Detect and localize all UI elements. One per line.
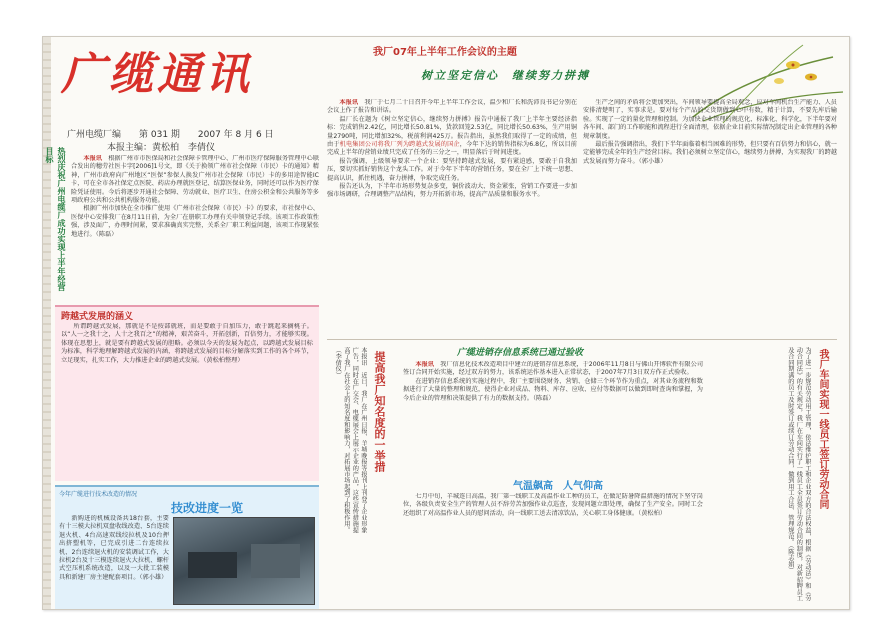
article-sign: （陈磊） bbox=[95, 230, 118, 238]
masthead bbox=[61, 47, 256, 107]
meeting-theme-banner: 我厂07年上半年工作会议的主题 bbox=[373, 47, 517, 58]
article-text: 根据广州市加快在全市推广使用《广州市社会保障（市民）卡》的要求，市社保中心、医保中心安排我厂在8月11日前，为全厂在册职工办理有关申领登记手续。该项工作政策性强，涉及面广，办理时间紧，要求准确真实完整，关系全厂职工利益问题，该项工作现紧张地进行。 bbox=[71, 205, 319, 238]
article-sign: （郭小雄） bbox=[139, 573, 168, 581]
article-text: 最后报告强调指出，我们下半年面临着相当困难的形势，但只要有百倍努力和信心，就一定能够完成全年的生产经营目标。我们必须树立坚定信心，继续努力拼搏，为实现我厂的跨越式发展而努力奋斗。 bbox=[583, 141, 837, 165]
article-text: 所谓跨越式发展，那就是不是按部就班，而是要敢于自加压力，敢于跳起来摘桃子。以“人一之我十之，人十之我百之”的精神，艰苦奋斗，开拓创新，百倍努力，才能够实现。体现在思想上，就是要有跨越式发展的胆略。必须以今天的发展为起点，以跨越式发展目标为标准，科学地理解跨越式发展的内涵，将跨越式发展的目标分解落实到工作的各个环节，立足现实，扎实工作，大力推进企业的跨越式发展。 bbox=[61, 323, 313, 364]
lead-marker: 本报讯 bbox=[83, 155, 102, 162]
tech-title: 技改进度一览 bbox=[171, 501, 244, 515]
issue-meta bbox=[67, 129, 317, 155]
article-text: 生产之间的矛盾将会更加突出，车间领导要提高全局观念，应对车间机台生产能力、人员安排清楚明了，实事求是。要对每个产品的交货期做到心中有数，精于计算，不要先库后输验。实现了一定的量化管理和控制。为加快企业管理的规范化、标准化、科学化，下半年要对各车间、部门的工作职能和流程进行全面清理，依据企业目前实际情况制定出企业管理的各种规章制度。 bbox=[583, 99, 837, 140]
middle-vertical-title: 提高我厂知名度的一举措 bbox=[373, 351, 386, 472]
lead-marker: 本报讯 bbox=[339, 99, 359, 106]
article-text: 为了进一步规范劳动用工管理，依法维护职工和企业双方的合法权益，根据《劳动法》和《劳动合同法》的有关规定，我厂在车间实行了一线员工全员签订劳动合同的制度，对新招聘员工及合同期满的员工及时签订或续订劳动合同，做到用工合法、管理规范。 bbox=[786, 347, 811, 602]
article-text: 报告强调，上级领导要求一个企业：要坚持跨越式发展，要有紧迫感，要敢于自我加压，要切实抓好销售这个龙头工作。对于今年下半年的营销任务，要在全厂上下统一思想、提高认识，抓住机遇，奋力拼搏，争取完成任务。 bbox=[327, 157, 577, 182]
meeting-slogan: 树立坚定信心 继续努力拼搏 bbox=[421, 69, 590, 82]
article-right-continued bbox=[583, 99, 837, 337]
article-text: ，今年下达的销售指标为6.8亿，所以目前完成上半年的营销业绩只完成了任务的三分之一，明显落后于时间进度。 bbox=[327, 141, 577, 157]
article-text: 近日，我厂在广州日报、羊城晚报等报刊上刊登了企业形象广告，同时在广交会、电缆展会上展示企业的产品，这些宣传措施提高了我厂在社会上的知名度和影响力，对拓展市场起到了积极作用。 bbox=[342, 347, 367, 534]
article-text: 七月中旬，羊城连日高温，我厂第一线职工及高温作业工种的员工，在做足防暑降温措施的情况下坚守岗位，各级负责安全生产的管理人员不辞劳苦加强作业点巡查，发现问题立即处理，确保了生产安全。同时工会还组织了对高温作业人员的慰问活动，向一线职工送去清凉饮品，关心职工身体健康。 bbox=[403, 493, 703, 517]
page-binding bbox=[43, 37, 51, 609]
summer-title: 气温飙高 人气仰高 bbox=[513, 481, 603, 492]
erp-title: 广缆进销存信息系统已通过验收 bbox=[457, 348, 584, 358]
article-text: 我厂信息化技术改造项目中建立的进销存信息系统，于2006年11月8日与佛山开博软件有限公司签订合同开始实施，经过双方的努力，该系统运作基本进入正常状态，于2007年7月3日双方作正式验收。 bbox=[403, 361, 703, 377]
article-sign: （陈磊） bbox=[532, 394, 555, 402]
right-vertical-title: 我厂车间实现一线员工签订劳动合同 bbox=[817, 349, 828, 509]
article-summer bbox=[403, 493, 703, 603]
lead-marker: 本报讯 bbox=[360, 347, 367, 366]
article-sign: （黄松柏） bbox=[638, 509, 666, 517]
tech-banner: 今年广缆进行技术改造的情况 bbox=[59, 491, 138, 498]
article-text: 在进销存信息系统的实施过程中，我厂主要围绕财务、营销、仓储三个环节作为重点，对其业务流程和数据进行了大量的整理和规范，使得企业对成品、物料、库存、应收、应付等数据可以做到即时查询和掌握，为今后企业的管理和决策提供了有力的数据支持。 bbox=[403, 377, 703, 402]
newspaper-page bbox=[42, 36, 850, 610]
section-divider bbox=[327, 339, 837, 340]
article-sign: （郭小雄） bbox=[638, 157, 667, 165]
issue-number: 第 031 期 bbox=[139, 130, 180, 140]
highlight-text: 机电集团公司将我厂列为跨越式发展的国企 bbox=[339, 141, 460, 149]
factory-photo bbox=[173, 517, 315, 605]
leap-title: 跨越式发展的涵义 bbox=[61, 312, 134, 322]
article-sign: （陈志娟） bbox=[786, 545, 794, 574]
article-leap bbox=[61, 323, 313, 477]
side-vertical-slogan: 热烈庆祝广州电缆厂成功实现上半年经营目标 bbox=[45, 147, 66, 291]
article-sign: （李倩仪） bbox=[334, 347, 342, 378]
article-tech bbox=[59, 515, 169, 607]
publisher: 广州电缆厂编 bbox=[67, 130, 122, 140]
article-sign: （黄松柏整理） bbox=[203, 356, 244, 364]
editors: 本报主编：黄松柏 李倩仪 bbox=[107, 143, 216, 153]
article-text: 新购进的机械设备共18台套，主要有十三模大拉机双盘收线改造、5台连续退火机、4台高速双线绞拉机及10台押出挤塑机等，已完成引进二台连续拉机、2台连续退火机的安装调试工作，大拉机2台及十三模连续退火大拉机、螺杆式空压机系统改造，以及一大批工装模具和新建厂房主建配套项目。 bbox=[59, 515, 169, 581]
article-text: 根据广州市市医保局和社会保障卡管理中心、广州市医疗保障服务管理中心联合发出的穗劳社医卡字[2006]1号文，即《关于换领广州市社会保障（市民）卡的通知》精神，广州市政府向广州地区“医保”参保人换发广州市社会保障（市民）卡的多用途智能IC卡，可在全市各社保定点医院、药店办理就医登记、结算医保业务，同时还可以作为医疗保险凭证使用。今后将逐步开通社会保障、劳动就业、医疗卫生、住房公积金和公共服务等多项政府公共和公共机构服务功能。 bbox=[71, 155, 319, 205]
article-text: 温厂长在题为《树立坚定信心，继续努力拼搏》报告中通报了我厂上半年主要经济指标：完成销售2.42亿，同比增长50.81%，货款回笼2.53亿，同比增长50.63%，生产用铜量2790吨，同比增加32%，税前利润425万。报告指出，虽然我们取得了一定的成绩，但由于 bbox=[327, 115, 577, 149]
article-erp bbox=[403, 361, 703, 469]
article-text: 报告还认为，下半年市场形势复杂多变，铜价波动大、资金紧张，营销工作要进一步加强市场调研，合理调整产品结构，努力开拓新市场，提高产品质量和服务水平。 bbox=[327, 183, 577, 199]
masthead-title: 广缆通讯 bbox=[61, 49, 253, 100]
right-vertical-article bbox=[711, 347, 811, 603]
article-main-meeting bbox=[327, 99, 577, 335]
article-social-insurance bbox=[71, 155, 319, 303]
lead-marker: 本报讯 bbox=[415, 361, 434, 368]
issue-date: 2007 年 8 月 6 日 bbox=[197, 130, 274, 140]
middle-vertical-article bbox=[327, 347, 367, 537]
article-text: 我厂于七月二十日召开今年上半年工作会议，温少和厂长和洗沛良书记分别在会议上作了报告和讲话。 bbox=[327, 99, 577, 115]
